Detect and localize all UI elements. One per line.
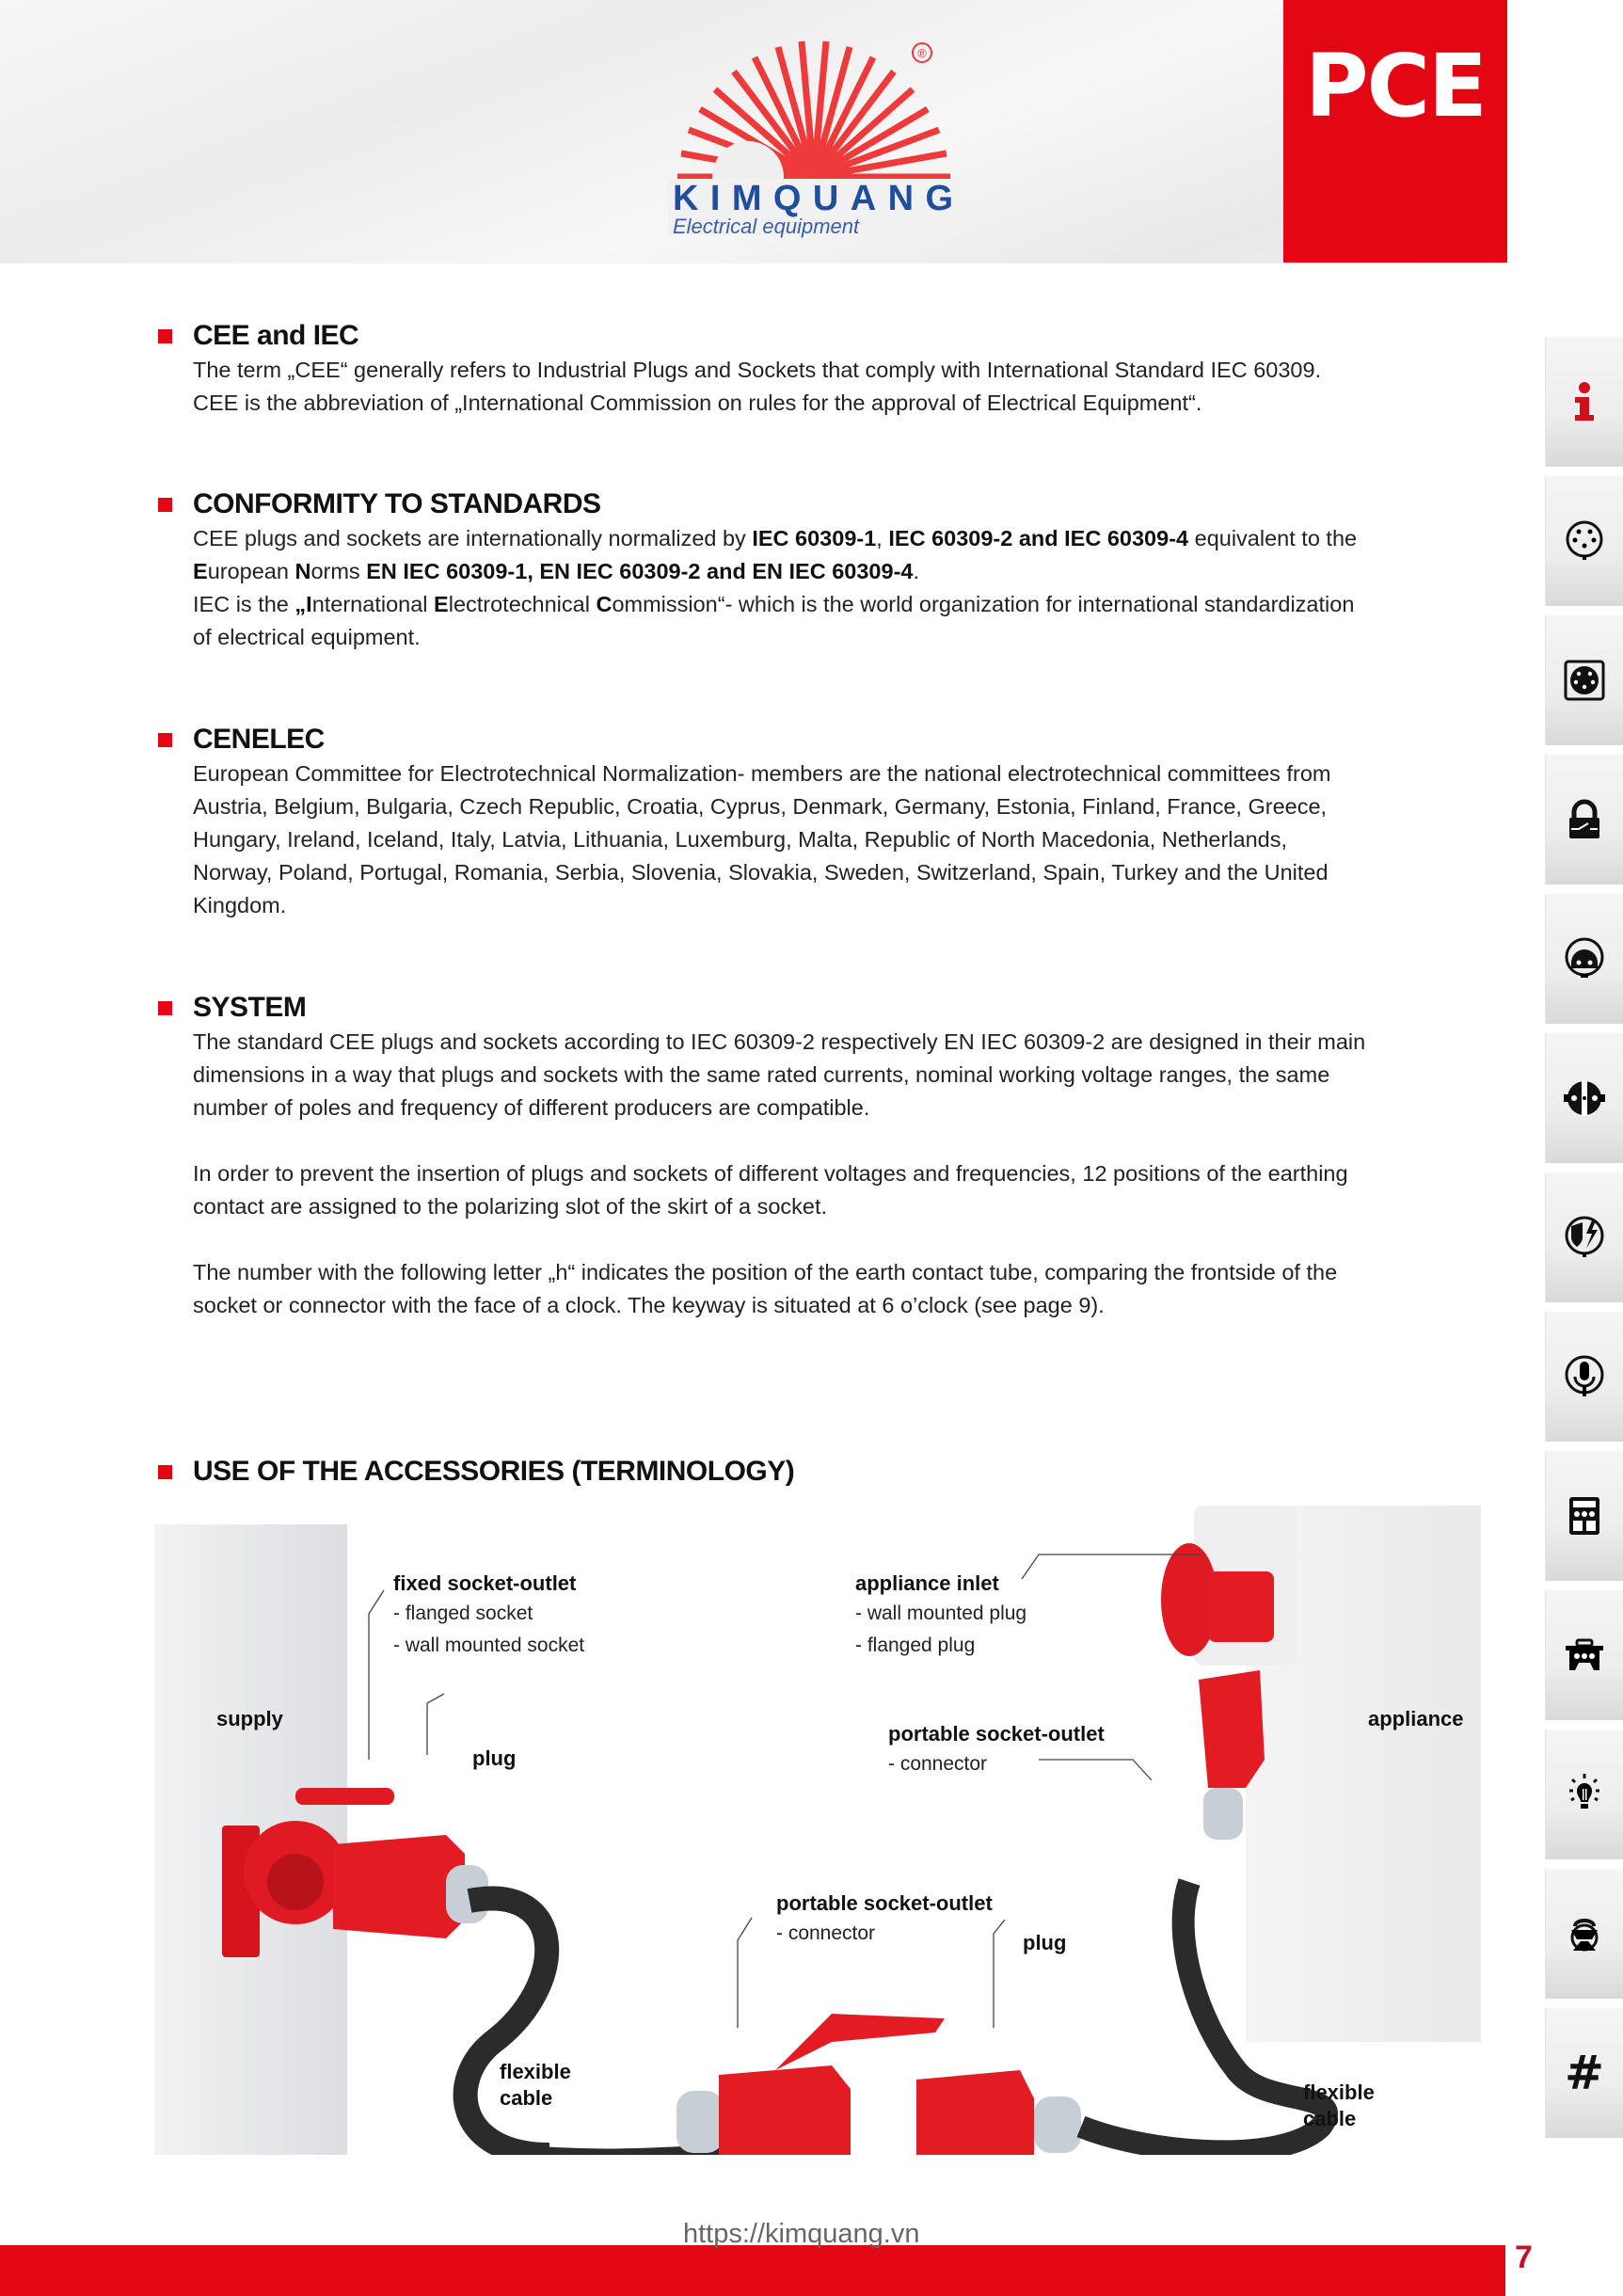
label-supply: supply [216, 1707, 283, 1730]
section-title: SYSTEM [193, 992, 307, 1023]
header-margin [1507, 0, 1623, 263]
paragraph: IEC is the „International Electrotechnical Commission“- which is the world organization for international standardization of electrical equipment. [193, 592, 1355, 649]
tab-lighting[interactable] [1545, 1730, 1623, 1859]
sublabel: - connector [888, 1753, 988, 1775]
microphone-icon [1562, 1354, 1607, 1399]
tab-cable-reel[interactable] [1545, 1869, 1623, 1999]
tab-surge-protection[interactable] [1545, 1172, 1623, 1302]
tab-info[interactable] [1545, 337, 1623, 467]
label-appliance-inlet: appliance inlet [855, 1571, 999, 1595]
label-plug: plug [1023, 1931, 1067, 1954]
tab-schuko-socket[interactable] [1545, 894, 1623, 1024]
interlock-switch-icon [1562, 797, 1607, 842]
paragraph: European Committee for Electrotechnical Normalization- members are the national electrotechnical committees from Austria, Belgium, Bulgaria, Czech Republic, Croatia, Cyprus, Denmark, Germany, Estonia, Finland, France, Greece, Hungary, Ireland, Iceland, Italy, Latvia, Lithuania, Luxemburg, Malta, Republic of North Macedonia, Netherlands, Norway, Poland, Portugal, Romania, Serbia, Slovenia, Slovakia, Sweden, Switzerland, Spain, Turkey and the United Kingdom. [193, 761, 1331, 917]
footer-bar [0, 2245, 1505, 2296]
label-flexible-cable: flexible cable [1303, 2081, 1375, 2130]
footer-url[interactable]: https://kimquang.vn [683, 2219, 920, 2249]
logo-wordmark: KIMQUANG [673, 179, 953, 218]
category-sidebar [1545, 337, 1623, 2147]
portable-distributor-icon [1562, 1633, 1607, 1678]
tab-cee-socket[interactable] [1545, 476, 1623, 606]
tab-interlock[interactable] [1545, 755, 1623, 885]
schuko-socket-icon [1562, 936, 1607, 981]
bullet-icon [158, 329, 172, 343]
tab-portable-distributor[interactable] [1545, 1590, 1623, 1720]
info-icon [1562, 379, 1607, 424]
section-terminology [158, 1454, 1372, 1490]
sublabel: - wall mounted plug [855, 1602, 1027, 1624]
paragraph: In order to prevent the insertion of plugs and sockets of different voltages and frequencies, 12 positions of the earthing contact are assigned to the polarizing slot of the skirt of a socket. [193, 1161, 1348, 1219]
sublabel: - wall mounted socket [393, 1634, 585, 1656]
label-flexible-cable: flexible cable [500, 2060, 571, 2110]
distribution-box-icon [1562, 1493, 1607, 1539]
brand-badge [1283, 0, 1507, 263]
label-plug: plug [472, 1746, 517, 1770]
bullet-icon [158, 498, 172, 512]
page-number: 7 [1515, 2240, 1533, 2275]
flanged-socket-icon [1562, 658, 1607, 703]
bullet-icon [158, 1465, 172, 1479]
section-conformity [158, 486, 1372, 654]
hash-icon: # [1565, 2046, 1604, 2100]
logo-tagline: Electrical equipment [673, 215, 860, 238]
surge-protection-icon [1562, 1215, 1607, 1260]
french-socket-icon [1562, 1076, 1607, 1121]
section-title: CEE and IEC [193, 320, 359, 351]
section-system [158, 990, 1372, 1322]
tab-hash[interactable] [1545, 2008, 1623, 2138]
paragraph: The number with the following letter „h“ indicates the position of the earth contact tube, comparing the frontside of the socket or connector with the face of a clock. The keyway is situated at 6 o’clock (see page 9). [193, 1260, 1338, 1317]
tab-distribution-box[interactable] [1545, 1451, 1623, 1581]
section-cee-iec [158, 318, 1372, 420]
label-portable-socket-outlet: portable socket-outlet [776, 1891, 993, 1915]
tab-french-socket[interactable] [1545, 1033, 1623, 1163]
sublabel: - connector [776, 1922, 876, 1944]
paragraph: CEE plugs and sockets are internationally normalized by IEC 60309-1, IEC 60309-2 and IEC 60309-4 equivalent to the European Norms EN IEC 60309-1, EN IEC 60309-2 and EN IEC 60309-4. [193, 526, 1358, 583]
bullet-icon [158, 733, 172, 747]
tab-microphone[interactable] [1545, 1312, 1623, 1442]
sunburst-logo-icon [668, 36, 960, 238]
brand-label: PCE [1305, 36, 1486, 136]
terminology-diagram [154, 1506, 1481, 2155]
svg-text:®: ® [917, 46, 927, 60]
section-title: CENELEC [193, 724, 325, 755]
paragraph: The term „CEE“ generally refers to Industrial Plugs and Sockets that comply with International Standard IEC 60309. CEE is the abbreviation of „International Commission on rules for the approval of Electrical Equipment“. [193, 358, 1322, 415]
section-cenelec [158, 722, 1372, 922]
label-portable-socket-outlet: portable socket-outlet [888, 1722, 1105, 1746]
bullet-icon [158, 1001, 172, 1015]
label-appliance: appliance [1368, 1707, 1464, 1730]
accessories-illustration [154, 1506, 1481, 2155]
cable-reel-icon [1562, 1911, 1607, 1956]
sublabel: - flanged socket [393, 1602, 533, 1624]
lighting-icon [1562, 1772, 1607, 1817]
label-fixed-socket-outlet: fixed socket-outlet [393, 1571, 577, 1595]
kimquang-logo [668, 36, 960, 238]
sublabel: - flanged plug [855, 1634, 976, 1656]
cee-socket-icon [1562, 518, 1607, 564]
section-title: USE OF THE ACCESSORIES (TERMINOLOGY) [193, 1456, 795, 1487]
tab-flanged-socket[interactable] [1545, 615, 1623, 745]
paragraph: The standard CEE plugs and sockets according to IEC 60309-2 respectively EN IEC 60309-2 are designed in their main dimensions in a way that plugs and sockets with the same rated currents, nominal working voltage ranges, the same number of poles and frequency of different producers are compatible. [193, 1029, 1366, 1120]
section-title: CONFORMITY TO STANDARDS [193, 488, 601, 519]
